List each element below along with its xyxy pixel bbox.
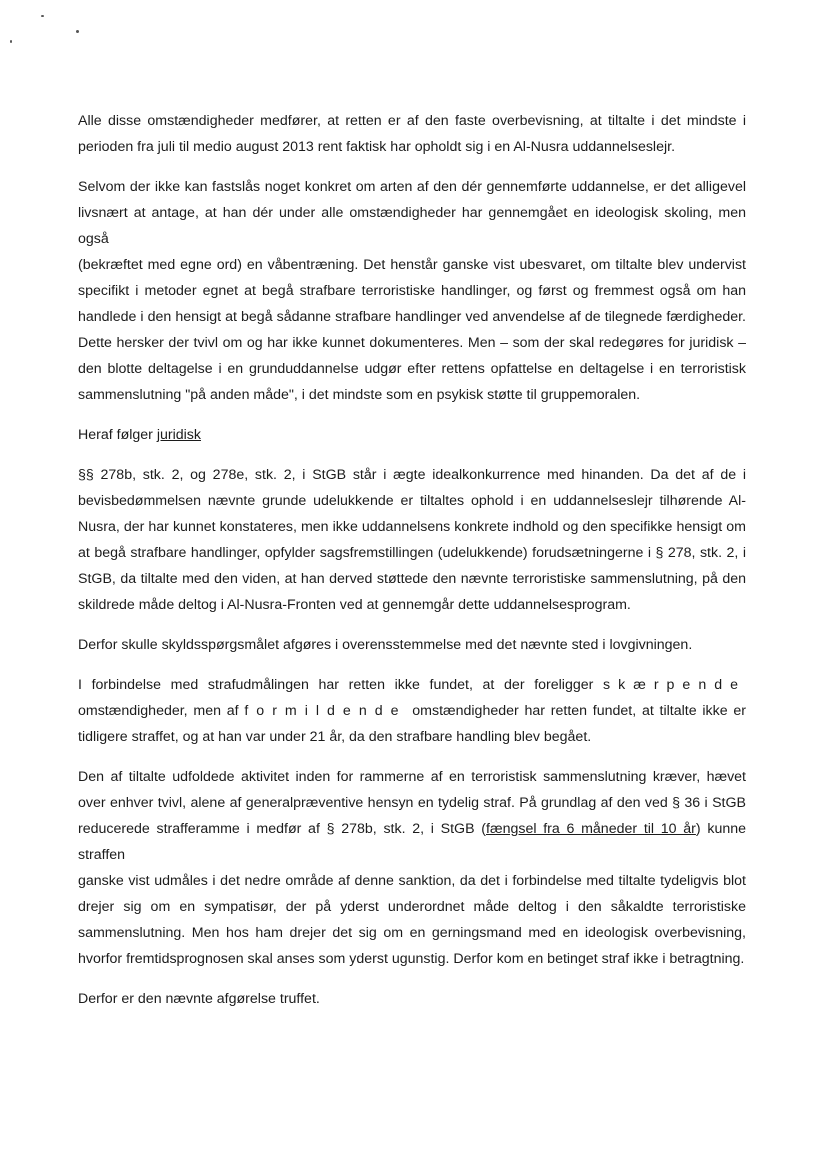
paragraph-5 <box>78 672 746 750</box>
spaced-word: skærpende <box>603 677 746 693</box>
document-body <box>78 108 746 1026</box>
scan-speck <box>41 15 44 17</box>
text-line: perioden fra juli til medio august 2013 rent faktisk har opholdt sig i en Al-Nusra uddannelseslejr. <box>78 139 676 155</box>
text-line <box>78 698 746 724</box>
text-line: over enhver tvivl, alene af generalpræventive hensyn en tydelig straf. På grundlag af den ved § 36 i StGB <box>78 795 746 811</box>
scan-speck <box>10 40 12 43</box>
text-line <box>78 816 746 868</box>
text-line: Derfor er den nævnte afgørelse truffet. <box>78 991 320 1007</box>
paragraph-1 <box>78 108 746 160</box>
text-line: den blotte deltagelse i en grunduddannelse udgør efter rettens opfattelse en deltagelse i en terroristisk <box>78 361 746 377</box>
text-line: StGB, da tiltalte med den viden, at han derved støttede den nævnte terroristiske sammenslutning, på den <box>78 571 746 587</box>
text-line: (bekræftet med egne ord) en våbentræning. Det henstår ganske vist ubesvaret, om tiltalte blev undervist <box>78 257 746 273</box>
paragraph-2 <box>78 174 746 408</box>
underlined-sentence-range: fængsel fra 6 måneder til 10 år <box>486 821 696 837</box>
text-line: sammenslutning "på anden måde", i det mindste som en psykisk støtte til gruppemoralen. <box>78 387 641 403</box>
text-line: Dette hersker der tvivl om og har ikke kunnet dokumenteres. Men – som der skal redegøres for juridisk – <box>78 335 746 351</box>
text-line: drejer sig om en sympatisør, der på yderst underordnet måde deltog i den såkaldte terroristiske <box>78 899 746 915</box>
text-line: Den af tiltalte udfoldede aktivitet inden for rammerne af en terroristisk sammenslutning kræver, hævet <box>78 769 746 785</box>
text-line: skildrede måde deltog i Al-Nusra-Fronten ved at gennemgår dette uddannelsesprogram. <box>78 597 631 613</box>
scan-speck <box>76 30 79 33</box>
spaced-word: formildende <box>244 703 407 719</box>
heading-prefix: Heraf følger <box>78 427 157 443</box>
paragraph-6 <box>78 764 746 972</box>
text-line: livsnært at antage, at han dér under alle omstændigheder har gennemgået en ideologisk skoling, men også <box>78 205 746 247</box>
text-line: tidligere straffet, og at han var under 21 år, da den strafbare handling blev begået. <box>78 729 592 745</box>
text-segment: reducerede strafferamme i medfør af § 278b, stk. 2, i StGB ( <box>78 821 487 837</box>
section-heading <box>78 422 746 448</box>
text-line <box>78 672 746 698</box>
text-line: Selvom der ikke kan fastslås noget konkret om arten af den dér gennemførte uddannelse, er det alligevel <box>78 179 746 195</box>
text-segment: omstændigheder, men af <box>78 703 239 719</box>
text-segment: I forbindelse med strafudmålingen har retten ikke fundet, at der foreligger <box>78 677 594 693</box>
text-line: specifikt i metoder egnet at begå strafbare terroristiske handlinger, og først og fremmest også om han <box>78 283 746 299</box>
text-segment: ) kunne straffen <box>78 821 747 863</box>
text-line: Nusra, der har kunnet konstateres, men ikke uddannelsens konkrete indhold og den specifikke hensigt om <box>78 519 746 535</box>
paragraph-7 <box>78 986 746 1012</box>
text-line: Derfor skulle skyldsspørgsmålet afgøres i overensstemmelse med det nævnte sted i lovgivningen. <box>78 637 693 653</box>
text-line: hvorfor fremtidsprognosen skal anses som yderst ugunstig. Derfor kom en betinget straf ikke i betragtning. <box>78 951 745 967</box>
text-segment: omstændigheder har retten fundet, at tiltalte ikke er <box>412 703 746 719</box>
paragraph-4 <box>78 632 746 658</box>
text-line: §§ 278b, stk. 2, og 278e, stk. 2, i StGB står i ægte idealkonkurrence med hinanden. Da det af de i <box>78 467 746 483</box>
text-line: sammenslutning. Men hos ham drejer det sig om en gerningsmand med en ideologisk overbevisning, <box>78 925 746 941</box>
text-line: at begå strafbare handlinger, opfylder sagsfremstillingen (udelukkende) forudsætningerne i § 278, stk. 2, i <box>78 545 746 561</box>
text-line: Alle disse omstændigheder medfører, at retten er af den faste overbevisning, at tiltalte i det mindste i <box>78 113 746 129</box>
text-line: handlede i den hensigt at begå sådanne strafbare handlinger ved anvendelse af de tilegnede færdigheder. <box>78 309 746 325</box>
heading-underlined: juridisk <box>156 427 201 443</box>
text-line: bevisbedømmelsen nævnte grunde udelukkende er tiltaltes ophold i en uddannelseslejr tilhørende Al- <box>78 493 746 509</box>
text-line: ganske vist udmåles i det nedre område af denne sanktion, da det i forbindelse med tiltalte tydeligvis blot <box>78 873 746 889</box>
paragraph-3 <box>78 462 746 618</box>
